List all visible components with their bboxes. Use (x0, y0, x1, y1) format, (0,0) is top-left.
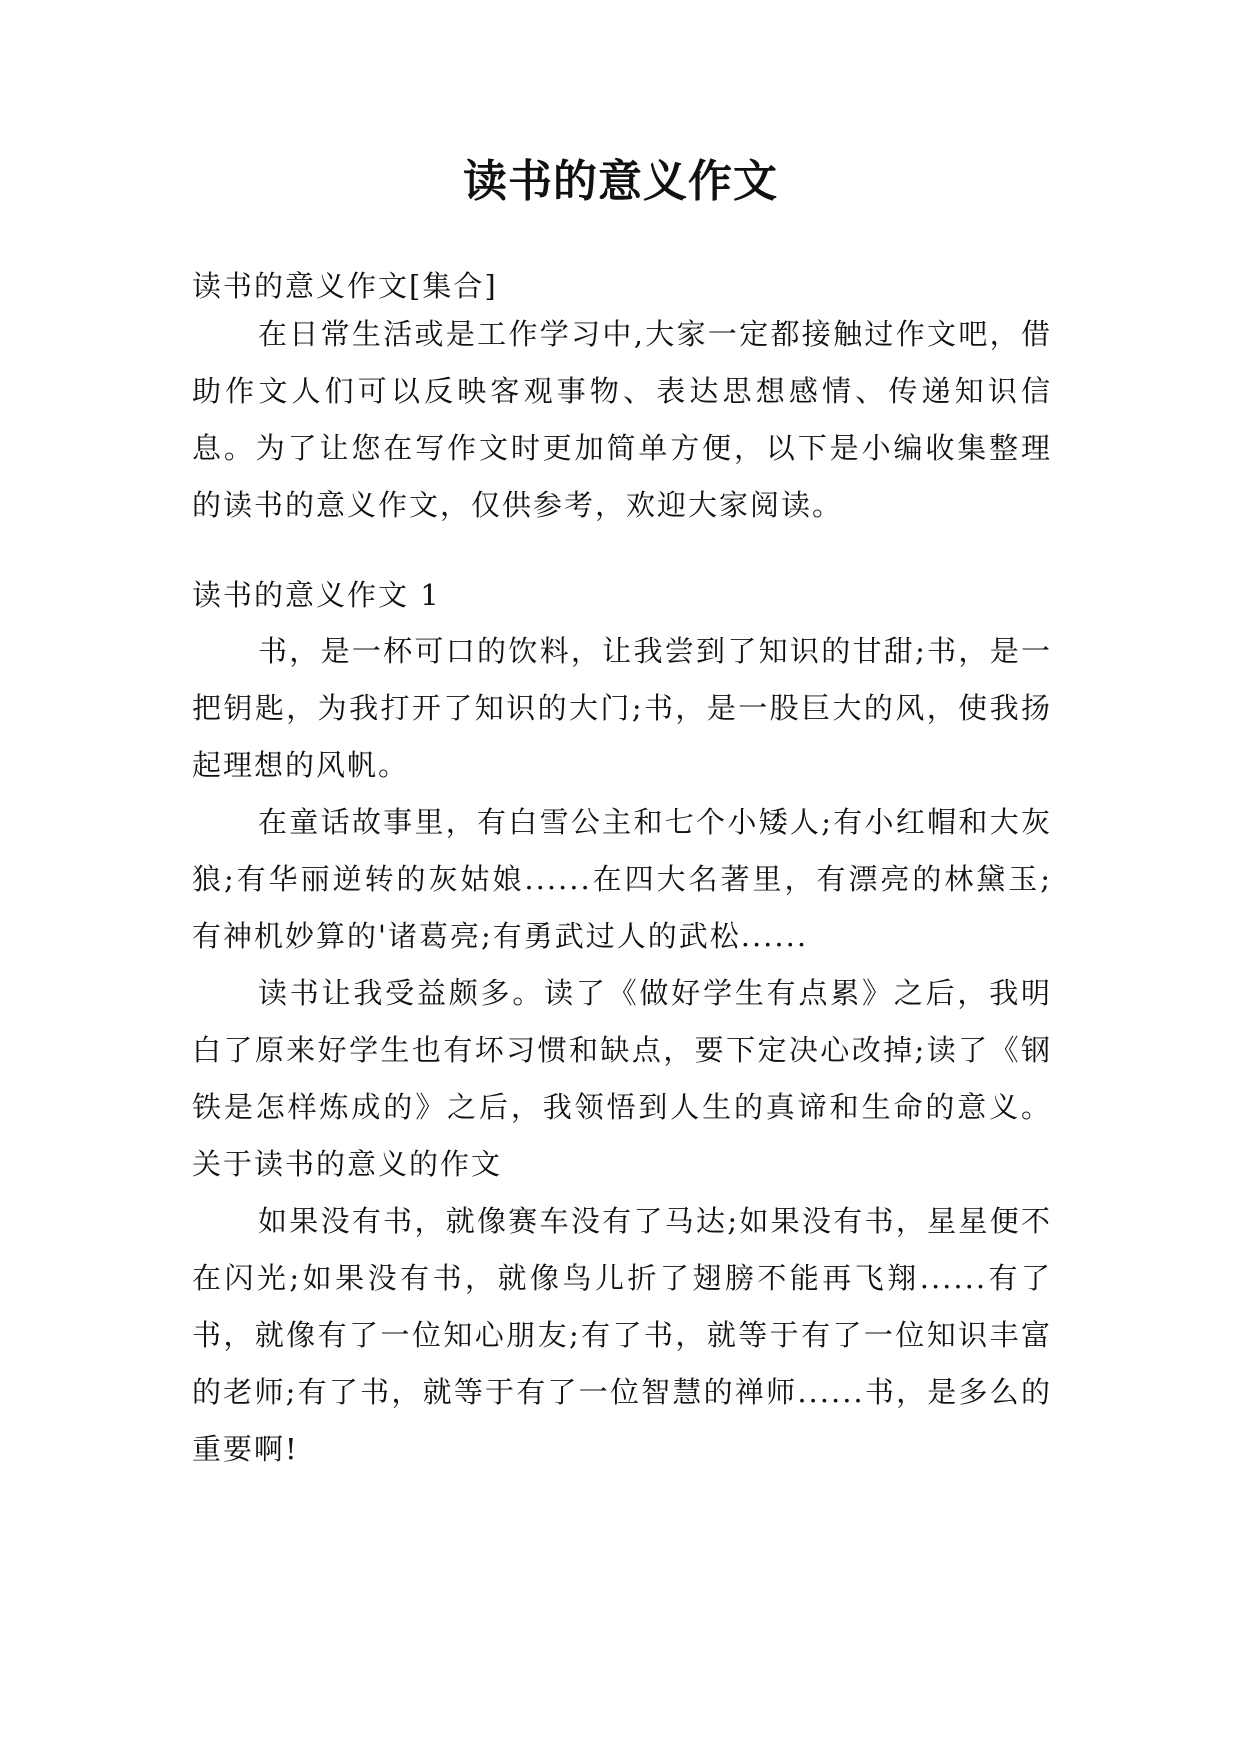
essay1-paragraph-3: 读书让我受益颇多。读了《做好学生有点累》之后，我明白了原来好学生也有坏习惯和缺点，要下定决心改掉;读了《钢铁是怎样炼成的》之后，我领悟到人生的真谛和生命的意义。关于读书的意义的作文 (192, 976, 1052, 1181)
intro-heading: 读书的意义作文[集合] (192, 269, 498, 303)
essay1-heading: 读书的意义作文 1 (192, 578, 441, 612)
essay1-paragraph-4: 如果没有书，就像赛车没有了马达;如果没有书，星星便不在闪光;如果没有书，就像鸟儿折了翅膀不能再飞翔......有了书，就像有了一位知心朋友;有了书，就等于有了一位知识丰富的老师;有了书，就等于有了一位智慧的禅师......书，是多么的重要啊! (192, 1204, 1052, 1466)
document-title: 读书的意义作文 (463, 156, 778, 207)
essay1-paragraph-2: 在童话故事里，有白雪公主和七个小矮人;有小红帽和大灰狼;有华丽逆转的灰姑娘......在四大名著里，有漂亮的林黛玉;有神机妙算的'诸葛亮;有勇武过人的武松...... (192, 805, 1052, 953)
intro-section (192, 306, 1052, 534)
essay1-paragraph-1: 书，是一杯可口的饮料，让我尝到了知识的甘甜;书，是一把钥匙，为我打开了知识的大门;书，是一股巨大的风，使我扬起理想的风帆。 (192, 634, 1052, 782)
intro-paragraph: 在日常生活或是工作学习中,大家一定都接触过作文吧，借助作文人们可以反映客观事物、表达思想感情、传递知识信息。为了让您在写作文时更加简单方便，以下是小编收集整理的读书的意义作文，仅供参考，欢迎大家阅读。 (192, 317, 1052, 522)
essay1-section (192, 623, 1052, 1478)
